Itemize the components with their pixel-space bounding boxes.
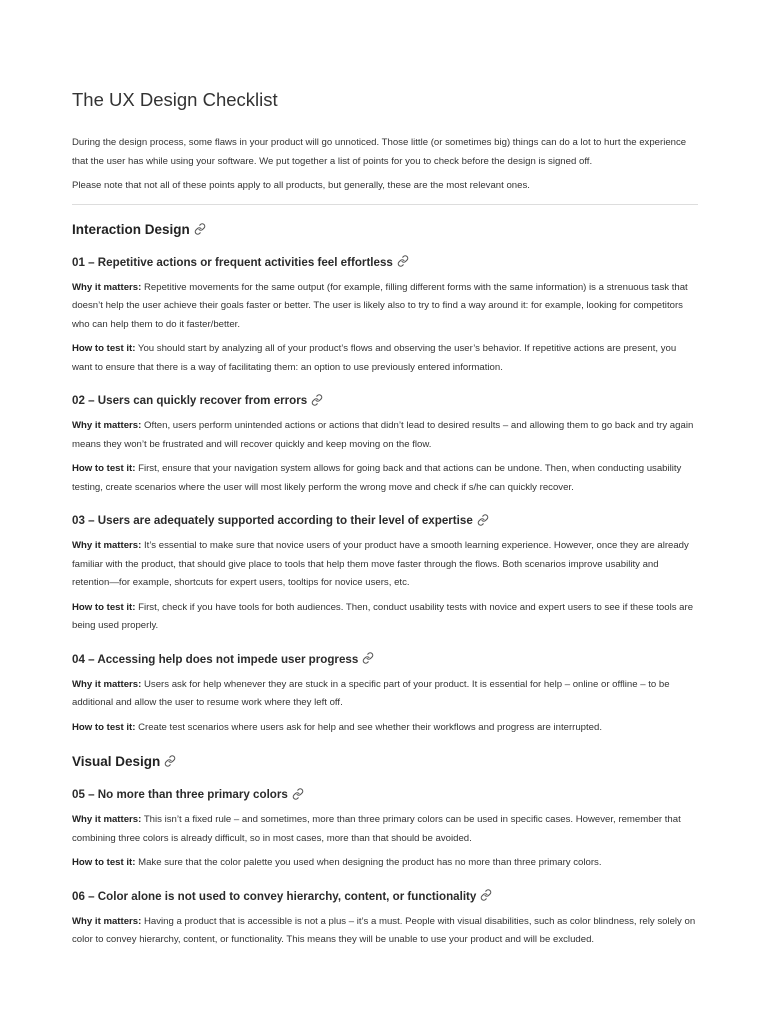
how-to-test-it-text: You should start by analyzing all of your product’s flows and observing the user’s behavior. If repetitive actions are present, you want to ensure that there is a way of facilitating them: an option to use previously entered information. xyxy=(72,343,677,373)
why-it-matters-text: Having a product that is accessible is not a plus – it’s a must. People with visual disabilities, such as color blindness, rely solely on color to convey hierarchy, content, or functionality. This means they will be unable to use your product and will be excluded. xyxy=(72,915,696,945)
how-to-test-it-paragraph xyxy=(72,854,698,873)
why-it-matters-label: Why it matters: xyxy=(72,915,142,927)
link-icon[interactable] xyxy=(480,889,492,901)
intro-note: Please note that not all of these points apply to all products, but generally, these are the most relevant ones. xyxy=(72,180,530,191)
how-to-test-it-label: How to test it: xyxy=(72,601,136,613)
why-it-matters-paragraph xyxy=(72,913,698,950)
how-to-test-it-paragraph xyxy=(72,599,698,636)
how-to-test-it-text: Make sure that the color palette you used when designing the product has no more than three primary colors. xyxy=(138,857,602,868)
how-to-test-it-text: Create test scenarios where users ask for help and see whether their workflows and progress are interrupted. xyxy=(138,721,603,733)
why-it-matters-label: Why it matters: xyxy=(72,678,142,690)
why-it-matters-paragraph xyxy=(72,537,698,593)
section-heading-text: Visual Design xyxy=(72,754,161,769)
link-icon[interactable] xyxy=(194,223,206,235)
how-to-test-it-label: How to test it: xyxy=(72,343,136,354)
how-to-test-it-text: First, check if you have tools for both audiences. Then, conduct usability tests with novice and expert users to see if these tools are being used properly. xyxy=(72,601,694,631)
why-it-matters-text: Repetitive movements for the same output (for example, filling different forms with the same information) is a strenuous task that doesn’t help the user achieve their goals faster or better. The user is likely also to try to find a way around it: for example, looking for competitors who can help them to do it faster/better. xyxy=(72,281,688,330)
checklist-item-title: 03 – Users are adequately supported according to their level of expertise xyxy=(72,514,473,527)
why-it-matters-label: Why it matters: xyxy=(72,281,142,293)
divider xyxy=(72,204,698,205)
why-it-matters-label: Why it matters: xyxy=(72,814,142,825)
checklist-item-heading xyxy=(72,889,698,904)
why-it-matters-paragraph xyxy=(72,279,698,335)
section-heading xyxy=(72,221,698,239)
why-it-matters-paragraph xyxy=(72,811,698,848)
link-icon[interactable] xyxy=(311,394,323,406)
how-to-test-it-paragraph xyxy=(72,719,698,738)
link-icon[interactable] xyxy=(477,514,489,526)
section-heading-text: Interaction Design xyxy=(72,221,190,237)
why-it-matters-text: Users ask for help whenever they are stuck in a specific part of your product. It is essential for help – online or offline – to be additional and allow the user to resume work where they left off. xyxy=(72,678,670,708)
page-title: The UX Design Checklist xyxy=(72,89,278,110)
intro-paragraph: During the design process, some flaws in your product will go unnoticed. Those little (or sometimes big) things can do a lot to hurt the experience that the user has while using your software. We put together a list of points for you to check before the design is signed off. xyxy=(72,137,687,167)
checklist-item-title: 02 – Users can quickly recover from errors xyxy=(72,394,308,407)
how-to-test-it-label: How to test it: xyxy=(72,463,136,474)
checklist-item-title: 05 – No more than three primary colors xyxy=(72,788,288,801)
checklist-item-heading xyxy=(72,255,698,270)
checklist-item-heading xyxy=(72,652,698,667)
why-it-matters-text: This isn’t a fixed rule – and sometimes, more than three primary colors can be used in specific cases. However, remember that combining three colors is already difficult, so in most cases, more than that should be avoided. xyxy=(72,814,681,844)
why-it-matters-label: Why it matters: xyxy=(72,540,142,551)
section-heading xyxy=(72,753,698,771)
how-to-test-it-paragraph xyxy=(72,340,698,377)
how-to-test-it-label: How to test it: xyxy=(72,857,136,868)
link-icon[interactable] xyxy=(362,652,374,664)
link-icon[interactable] xyxy=(164,755,176,767)
checklist-item-heading xyxy=(72,787,698,802)
why-it-matters-label: Why it matters: xyxy=(72,420,142,431)
why-it-matters-text: Often, users perform unintended actions or actions that didn’t lead to desired results – and allowing them to go back and try again means they won’t be frustrated and will recover quickly and keep moving on the flow. xyxy=(72,420,694,450)
how-to-test-it-text: First, ensure that your navigation system allows for going back and that actions can be undone. Then, when conducting usability testing, create scenarios where the user will most likely perform the wrong move and check if s/he can quickly recover. xyxy=(72,463,682,493)
why-it-matters-paragraph xyxy=(72,676,698,713)
sections-container xyxy=(72,221,698,950)
checklist-item-title: 01 – Repetitive actions or frequent activities feel effortless xyxy=(72,255,393,269)
how-to-test-it-label: How to test it: xyxy=(72,721,136,733)
why-it-matters-text: It’s essential to make sure that novice users of your product have a smooth learning experience. However, once they are already familiar with the product, that should give place to tools that help them move faster through the flows. Both scenarios improve usability and retention—for example, shortcuts for expert users, tooltips for novice users, etc. xyxy=(72,540,689,588)
checklist-item-title: 04 – Accessing help does not impede user progress xyxy=(72,652,359,666)
link-icon[interactable] xyxy=(292,788,304,800)
link-icon[interactable] xyxy=(397,255,409,267)
how-to-test-it-paragraph xyxy=(72,460,698,497)
checklist-item-heading xyxy=(72,513,698,528)
why-it-matters-paragraph xyxy=(72,417,698,454)
checklist-item-title: 06 – Color alone is not used to convey hierarchy, content, or functionality xyxy=(72,889,477,903)
checklist-item-heading xyxy=(72,393,698,408)
